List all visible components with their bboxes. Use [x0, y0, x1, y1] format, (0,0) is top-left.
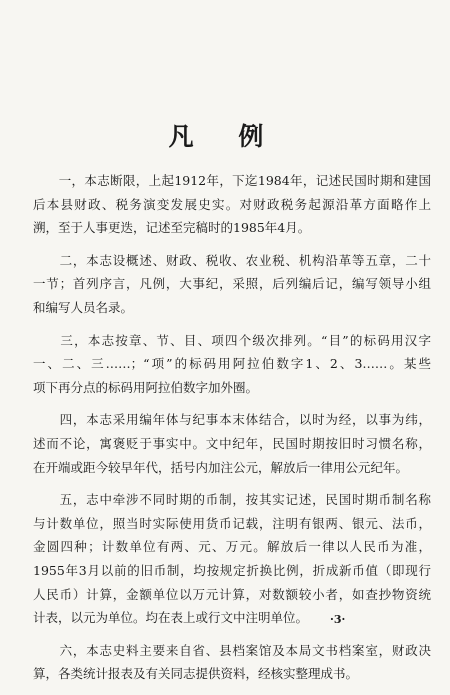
text-line: 四，本志采用编年体与纪事本末体结合，以时为经，以事为纬， — [33, 412, 431, 428]
text-line: 三，本志按章、节、目、项四个级次排列。“目”的标码用汉字 — [33, 332, 431, 348]
paragraph-3 — [33, 329, 431, 400]
text-line: 六，本志史料主要来自省、县档案馆及本局文书档案室，财政决 — [33, 642, 431, 658]
paragraph-4 — [33, 408, 431, 479]
text-line: 和编写人员名录。 — [33, 299, 134, 315]
text-line: 一节；首列序言，凡例，大事纪，采照，后列编后记，编写领导小组 — [33, 276, 431, 292]
text-line: 计表，以元为单位。均在表上或行文中注明单位。 — [33, 610, 309, 626]
body-text — [33, 169, 431, 695]
text-line: 一、二、三……；“项”的标码用阿拉伯数字1、2、3……。某些 — [33, 356, 431, 372]
text-line: 1955年3月以前的旧币制，均按规定折换比例，折成新币值（即现行 — [33, 562, 431, 578]
text-line: 算，各类统计报表及有关同志提供资料，经核实整理成书。 — [33, 666, 359, 682]
text-line: 溯，至于人事更迭，记述至完稿时的1985年4月。 — [33, 220, 311, 236]
text-line: 一，本志断限，上起1912年，下迄1984年，记述民国时期和建国 — [33, 173, 431, 188]
paragraph-6 — [33, 639, 431, 686]
text-line: 与计数单位，照当时实际使用货币记载，注明有银两、银元、法币， — [33, 515, 431, 531]
paragraph-2 — [33, 249, 431, 320]
text-line: 五，志中牵涉不同时期的币制，按其实记述，民国时期币制名称 — [33, 492, 431, 508]
text-line: 述而不论，寓褒贬于事实中。文中纪年，民国时期按旧时习惯名称， — [33, 435, 431, 451]
paragraph-1 — [33, 169, 431, 240]
text-line: 二，本志设概述、财政、税收、农业税、机构沿革等五章，二十 — [33, 252, 431, 268]
text-line: 在开端或距今较早年代，括号内加注公元，解放后一律用公元纪年。 — [33, 459, 409, 475]
text-line: 金圆四种；计数单位有两、元、万元。解放后一律以人民币为准， — [33, 539, 431, 555]
page-number: ·3· — [330, 613, 346, 626]
page-title: 凡 例 — [168, 122, 282, 151]
text-line: 后本县财政、税务演变发展史实。对财政税务起源沿革方面略作上 — [33, 196, 431, 212]
text-line: 项下再分点的标码用阿拉伯数字加外圈。 — [33, 379, 259, 395]
text-line: 人民币）计算，金额单位以万元计算，对数额较小者，如查抄物资统 — [33, 586, 431, 602]
paragraph-5 — [33, 488, 431, 630]
